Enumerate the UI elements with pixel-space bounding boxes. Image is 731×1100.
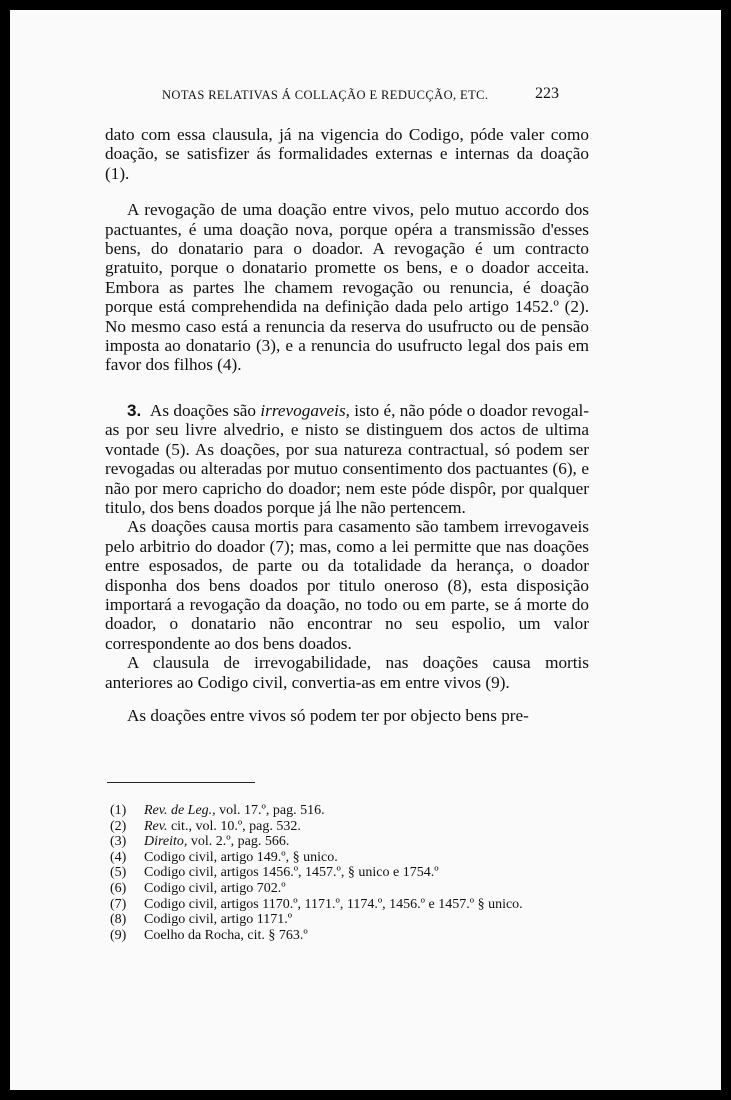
footnote: (3) Direito, vol. 2.º, pag. 566.	[110, 834, 290, 850]
paragraph-section-3	[105, 401, 589, 517]
page-header	[10, 83, 721, 107]
paragraph-continuation: dato com essa clausula, já na vigencia do Codigo, póde valer como doação, se satisfizer ás formalidades externas e internas da doação (1).	[105, 125, 589, 183]
section-rest: isto é, não póde o doador revogal-as por seu livre alvedrio, e nisto se distinguem dos actos de ultima vontade (5). As doações, por sua natureza contractual, só podem ser revogadas ou alteradas por mutuo consentimento dos pactuantes (6), e não por mero capricho do doador; nem este póde dispôr, por qualquer titulo, dos bens doados porque já lhe não pertencem.	[105, 400, 590, 517]
page-number: 223	[535, 85, 559, 102]
footnote: (6) Codigo civil, artigo 702.º	[110, 880, 286, 896]
section-lead: As doações são	[149, 400, 261, 420]
section-number: 3.	[127, 400, 142, 420]
footnote: (7) Codigo civil, artigos 1170.º, 1171.º, 1174.º, 1456.º e 1457.º § unico.	[110, 896, 523, 912]
running-title: NOTAS RELATIVAS Á COLLAÇÃO E REDUCÇÃO, ETC.	[162, 88, 489, 102]
footnote: (5) Codigo civil, artigos 1456.º, 1457.º, § unico e 1754.º	[110, 865, 439, 881]
book-page	[10, 10, 721, 1090]
footnote: (1) Rev. de Leg., vol. 17.º, pag. 516.	[110, 803, 325, 818]
section-emphasis: irrevogaveis,	[260, 400, 350, 420]
footnote: (8) Codigo civil, artigo 1171.º	[110, 912, 293, 928]
body-text	[105, 125, 589, 725]
paragraph-entre-vivos: As doações entre vivos só podem ter por objecto bens pre-	[127, 705, 529, 725]
footnote: (9) Coelho da Rocha, cit. § 763.º	[110, 927, 308, 943]
footnote: (2) Rev. cit., vol. 10.º, pag. 532.	[110, 818, 301, 834]
paragraph-revocation: A revogação de uma doação entre vivos, pelo mutuo accordo dos pactuantes, é uma doação nova, porque opéra a transmissão d'esses bens, do donatario para o doador. A revogação é um contracto gratuito, porque o donatario promette os bens, e o doador acceita. Embora as partes lhe chamem revogação ou renuncia, é doação porque está comprehendida na definição dada pelo artigo 1452.º (2). No mesmo caso está a renuncia da reserva do usufructo ou de pensão imposta ao donatario (3), e a renuncia do usufructo legal dos pais em favor dos filhos (4).	[105, 200, 589, 375]
footnotes	[110, 803, 590, 943]
footnote-divider	[107, 782, 255, 783]
footnote: (4) Codigo civil, artigo 149.º, § unico.	[110, 849, 338, 865]
paragraph-irrevogabilidade: A clausula de irrevogabilidade, nas doações causa mortis anteriores ao Codigo civil, convertia-as em entre vivos (9).	[105, 653, 589, 692]
paragraph-causa-mortis: As doações causa mortis para casamento são tambem irrevogaveis pelo arbitrio do doador (7); mas, como a lei permitte que nas doações entre esposados, de parte ou da totalidade da herança, o doador disponha dos bens doados por titulo oneroso (8), esta disposição importará a revogação da doação, no todo ou em parte, se á morte do doador, o donatario não encontrar no seu espolio, um valor correspondente ao dos bens doados.	[105, 517, 589, 653]
